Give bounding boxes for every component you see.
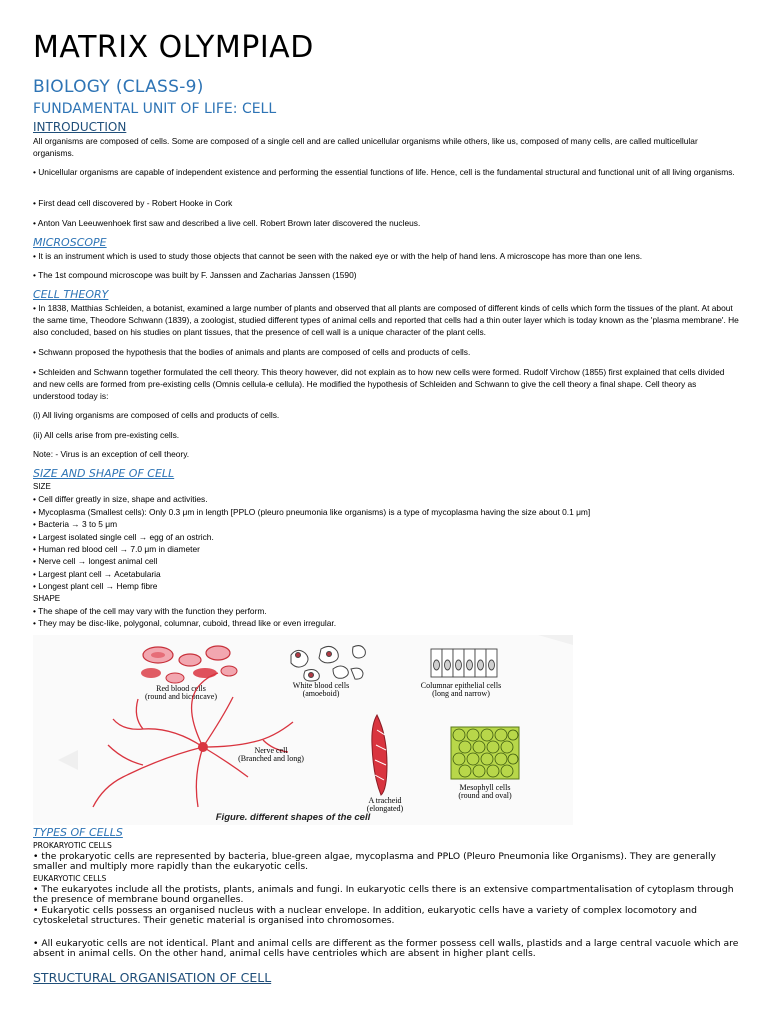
eukaryotic-text-3: • All eukaryotic cells are not identical. Plant and animal cells are different as the former possess cell walls, plastids and a large central vacuole which are absent in animal cells. On the other hand, animal cells have centrioles which are absent in higher plant cells.: [33, 938, 739, 959]
size-item: • Bacteria → 3 to 5 μm: [33, 519, 118, 530]
rbc-label: Red blood cells: [156, 684, 206, 693]
cell-theory-para-2: • Schwann proposed the hypothesis that the bodies of animals and plants are composed of cells and products of cells.: [33, 347, 471, 357]
types-heading: TYPES OF CELLS: [33, 826, 123, 839]
structural-organisation-heading: STRUCTURAL ORGANISATION OF CELL: [33, 970, 272, 985]
nerve-cell-body: [198, 742, 208, 752]
size-list: [33, 481, 739, 630]
cell-theory-para-4: (i) All living organisms are composed of cells and products of cells.: [33, 410, 280, 420]
tracheid-sublabel: (elongated): [366, 804, 404, 813]
microscope-para-2: • The 1st compound microscope was built by F. Janssen and Zacharias Janssen (1590): [33, 270, 357, 280]
cell-theory-note: Note: - Virus is an exception of cell theory.: [33, 449, 190, 459]
size-item: • Cell differ greatly in size, shape and activities.: [33, 494, 208, 505]
cell-theory-para-3: • Schleiden and Schwann together formulated the cell theory. This theory however, did not explain as to how new cells were formed. Rudolf Virchow (1855) first explained that cells divided and new cells are formed from pre-existing cells (Omnis cellula-e cellula). He modified the hypothesis of Schleiden and Schwann to give the cell theory a final shape. Cell theory as understood today is:: [33, 367, 725, 401]
intro-para-3: • First dead cell discovered by - Robert Hooke in Cork: [33, 198, 233, 208]
size-item: • Mycoplasma (Smallest cells): Only 0.3 μm in length [PPLO (pleuro pneumonia like organisms) is a type of mycoplasma having the size about 0.1 μm]: [33, 506, 591, 517]
subject-heading: BIOLOGY (CLASS-9): [33, 77, 204, 97]
shape-item: • They may be disc-like, polygonal, columnar, cuboid, thread like or even irregular.: [33, 618, 337, 629]
size-item: • Largest isolated single cell → egg of an ostrich.: [33, 531, 214, 542]
intro-para-1: All organisms are composed of cells. Some are composed of a single cell and are called unicellular organisms while others, like us, composed of many cells, are called multicellular organisms.: [33, 136, 698, 158]
tracheid-label: A tracheid: [368, 796, 402, 805]
cell-theory-heading: CELL THEORY: [33, 288, 109, 301]
shape-label: SHAPE: [33, 593, 61, 603]
prokaryotic-label: PROKARYOTIC CELLS: [33, 841, 112, 850]
columnar-sublabel: (long and narrow): [432, 689, 490, 698]
introduction-heading: INTRODUCTION: [33, 120, 127, 134]
eukaryotic-text-2: • Eukaryotic cells possess an organised nucleus with a nuclear envelope. In addition, eukaryotic cells have a variety of complex locomotory and cytoskeletal structures. Their genetic material is organised into chromosomes.: [33, 905, 697, 926]
nerve-label: Nerve cell: [254, 746, 288, 755]
mesophyll-label: Mesophyll cells: [459, 783, 511, 792]
wbc-sublabel: (amoeboid): [302, 689, 340, 698]
eukaryotic-label: EUKARYOTIC CELLS: [33, 874, 107, 883]
mesophyll-cells-drawing: [451, 727, 519, 779]
microscope-para-1: • It is an instrument which is used to study those objects that cannot be seen with the naked eye or with the help of hand lens. A microscope has more than one lens.: [33, 251, 643, 261]
eukaryotic-text-1: • The eukaryotes include all the protists, plants, animals and fungi. In eukaryotic cells there is an extensive compartmentalisation of cytoplasm through the presence of membrane bound organelles.: [33, 884, 734, 905]
cell-shapes-figure: [33, 635, 573, 825]
doc-title: MATRIX OLYMPIAD: [33, 30, 314, 65]
rbc-sublabel: (round and biconcave): [145, 692, 217, 701]
microscope-heading: MICROSCOPE: [33, 236, 107, 249]
wbc-label: White blood cells: [292, 681, 350, 690]
size-item: • Human red blood cell → 7.0 μm in diameter: [33, 544, 200, 555]
size-item: • Longest plant cell → Hemp fibre: [33, 581, 158, 592]
columnar-cells-drawing: [431, 649, 497, 677]
mesophyll-sublabel: (round and oval): [458, 791, 512, 800]
intro-para-4: • Anton Van Leeuwenhoek first saw and described a live cell. Robert Brown later discovered the nucleus.: [33, 218, 421, 228]
size-shape-heading: SIZE AND SHAPE OF CELL: [33, 467, 175, 480]
size-item: • Largest plant cell → Acetabularia: [33, 568, 161, 579]
figure-caption: Figure. different shapes of the cell: [215, 812, 371, 823]
columnar-label: Columnar epithelial cells: [420, 681, 502, 690]
cell-theory-para-5: (ii) All cells arise from pre-existing cells.: [33, 430, 180, 440]
cell-theory-para-1: • In 1838, Matthias Schleiden, a botanist, examined a large number of plants and observed that all plants are composed of different kinds of cells which form the tissues of the plant. At about the same time, Theodore Schwann (1839), a zoologist, studied different types of animal cells and reported that cells had a thin outer layer which is today known as the 'plasma membrane'. He also concluded, based on his studies on plant tissues, that the presence of cell wall is a unique character of the plant cells.: [33, 303, 739, 337]
chapter-heading: FUNDAMENTAL UNIT OF LIFE: CELL: [33, 101, 277, 117]
prokaryotic-text: • the prokaryotic cells are represented by bacteria, blue-green algae, mycoplasma and PPLO (Pleuro Pneumonia like Organisms). They are generally smaller and multiply more rapidly than the eukaryotic cells.: [33, 851, 716, 872]
intro-para-2: • Unicellular organisms are capable of independent existence and performing the essential functions of life. Hence, cell is the fundamental structural and functional unit of all living organisms.: [33, 167, 735, 177]
shape-item: • The shape of the cell may vary with the function they perform.: [33, 606, 267, 617]
size-label: SIZE: [33, 482, 51, 491]
nerve-sublabel: (Branched and long): [238, 754, 304, 763]
size-item: • Nerve cell → longest animal cell: [33, 556, 158, 567]
